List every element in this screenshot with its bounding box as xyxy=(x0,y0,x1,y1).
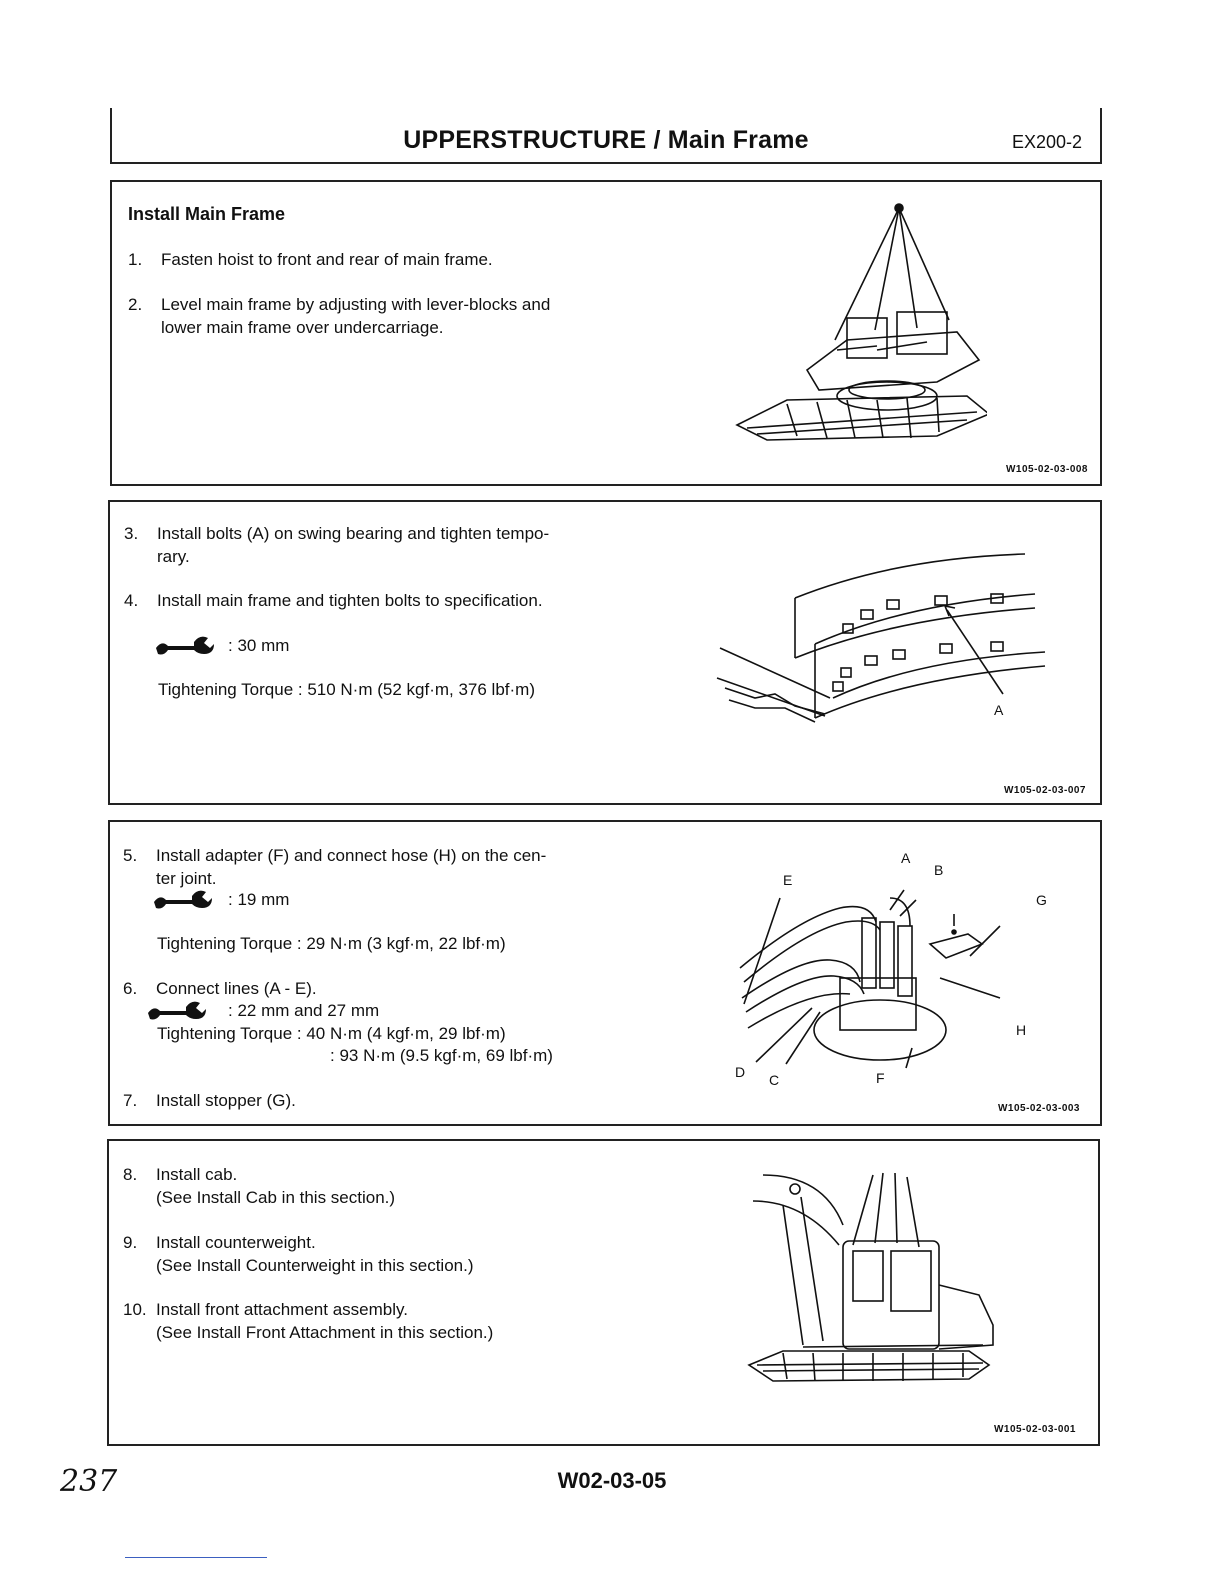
section-title: Install Main Frame xyxy=(128,204,286,224)
step-text: Install counterweight. xyxy=(156,1233,316,1252)
tightening-torque: Tightening Torque : 40 N·m (4 kgf·m, 29 lbf·m) xyxy=(157,1024,506,1043)
step-number: 2. xyxy=(128,295,143,314)
tightening-torque: Tightening Torque : 510 N·m (52 kgf·m, 376 lbf·m) xyxy=(158,680,535,699)
callout-label: C xyxy=(769,1072,780,1088)
step-number: 7. xyxy=(123,1091,138,1110)
swing-bearing-bolts-illustration-icon xyxy=(715,548,1055,758)
step-number: 10. xyxy=(123,1300,147,1319)
page-code: W02-03-05 xyxy=(557,1468,667,1493)
figure-id: W105-02-03-001 xyxy=(993,1424,1076,1435)
wrench-icon xyxy=(146,999,208,1023)
step-number: 3. xyxy=(124,524,139,543)
panel-center-joint xyxy=(108,820,1102,1126)
callout-label: D xyxy=(735,1064,746,1080)
step-text: Install adapter (F) and connect hose (H) on the cen- xyxy=(156,846,547,865)
tightening-torque: : 93 N·m (9.5 kgf·m, 69 lbf·m) xyxy=(330,1046,553,1065)
step-number: 5. xyxy=(123,846,138,865)
panel-swing-bearing xyxy=(108,500,1102,805)
step-text: lower main frame over undercarriage. xyxy=(161,318,444,337)
callout-label: A xyxy=(994,702,1004,718)
figure-id: W105-02-03-003 xyxy=(997,1103,1080,1114)
step-text: Install cab. xyxy=(156,1165,238,1184)
figure-id: W105-02-03-007 xyxy=(1003,785,1086,796)
page-title: UPPERSTRUCTURE / Main Frame xyxy=(403,126,809,154)
step-number: 6. xyxy=(123,979,138,998)
callout-label: B xyxy=(934,862,944,878)
step-number: 4. xyxy=(124,591,139,610)
wrench-size: : 30 mm xyxy=(228,636,290,655)
wrench-icon xyxy=(154,634,216,658)
wrench-size: : 22 mm and 27 mm xyxy=(228,1001,380,1020)
step-text: (See Install Front Attachment in this section.) xyxy=(156,1323,494,1342)
step-number: 1. xyxy=(128,250,143,269)
wrench-icon xyxy=(152,888,214,912)
step-text: rary. xyxy=(157,547,190,566)
main-frame-hoist-illustration-icon xyxy=(727,200,987,450)
step-text: Install bolts (A) on swing bearing and tighten tempo- xyxy=(157,524,550,543)
center-joint-lines-illustration-icon xyxy=(730,878,1040,1078)
step-text: Install main frame and tighten bolts to specification. xyxy=(157,591,543,610)
step-text: Connect lines (A - E). xyxy=(156,979,317,998)
step-text: Install front attachment assembly. xyxy=(156,1300,408,1319)
step-text: (See Install Cab in this section.) xyxy=(156,1188,396,1207)
step-number: 8. xyxy=(123,1165,138,1184)
callout-label: F xyxy=(876,1070,885,1086)
step-text: ter joint. xyxy=(156,869,217,888)
panel-install-main-frame xyxy=(110,180,1102,486)
excavator-cab-install-illustration-icon xyxy=(743,1165,1003,1395)
footer-rule xyxy=(125,1557,267,1558)
step-text: Fasten hoist to front and rear of main frame. xyxy=(161,250,493,269)
handwritten-page-number: 237 xyxy=(60,1464,118,1499)
panel-final-assembly xyxy=(107,1139,1100,1446)
step-text: Install stopper (G). xyxy=(156,1091,296,1110)
callout-label: E xyxy=(783,872,793,888)
callout-label: G xyxy=(1036,892,1047,908)
callout-label: H xyxy=(1016,1022,1027,1038)
callout-label: A xyxy=(901,850,911,866)
figure-id: W105-02-03-008 xyxy=(1005,464,1088,475)
model-label: EX200-2 xyxy=(1011,132,1082,152)
tightening-torque: Tightening Torque : 29 N·m (3 kgf·m, 22 lbf·m) xyxy=(157,934,506,953)
wrench-size: : 19 mm xyxy=(228,890,290,909)
page-header xyxy=(110,108,1102,164)
step-number: 9. xyxy=(123,1233,138,1252)
step-text: Level main frame by adjusting with lever-blocks and xyxy=(161,295,551,314)
step-text: (See Install Counterweight in this section.) xyxy=(156,1256,474,1275)
